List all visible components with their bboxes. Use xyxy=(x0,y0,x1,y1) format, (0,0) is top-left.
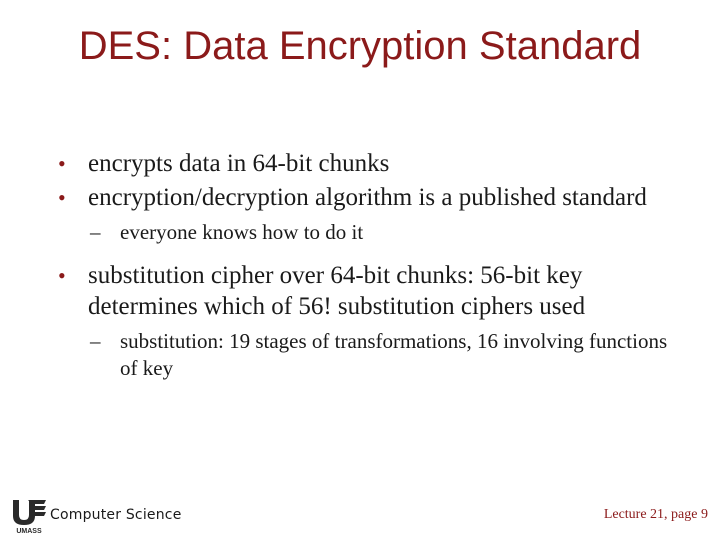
slide-title: DES: Data Encryption Standard xyxy=(78,24,642,68)
page-number: Lecture 21, page 9 xyxy=(603,507,708,522)
slide-body xyxy=(56,148,676,396)
sub-bullet-text: substitution: 19 stages of transformations, 16 involving functions of key xyxy=(120,329,668,380)
bullet-item xyxy=(56,182,676,213)
logo-text: UMASS xyxy=(16,528,42,534)
bullet-item xyxy=(56,148,676,179)
sub-bullet-text: everyone knows how to do it xyxy=(120,220,364,244)
dash-icon: – xyxy=(90,220,101,244)
dash-icon: – xyxy=(90,329,101,353)
bullet-text: encrypts data in 64-bit chunks xyxy=(88,150,390,177)
bullet-text: substitution cipher over 64-bit chunks: 56-bit key determines which of 56! substitution ciphers used xyxy=(88,262,586,320)
bullet-item xyxy=(56,260,676,322)
sub-bullet-item xyxy=(56,328,676,382)
bullet-icon: • xyxy=(58,185,66,210)
bullet-text: encryption/decryption algorithm is a published standard xyxy=(88,184,647,211)
umass-logo-icon xyxy=(10,496,48,534)
bullet-icon: • xyxy=(58,263,66,288)
sub-bullet-item xyxy=(56,219,676,246)
department-label: Computer Science xyxy=(50,507,182,523)
bullet-icon: • xyxy=(58,151,66,176)
